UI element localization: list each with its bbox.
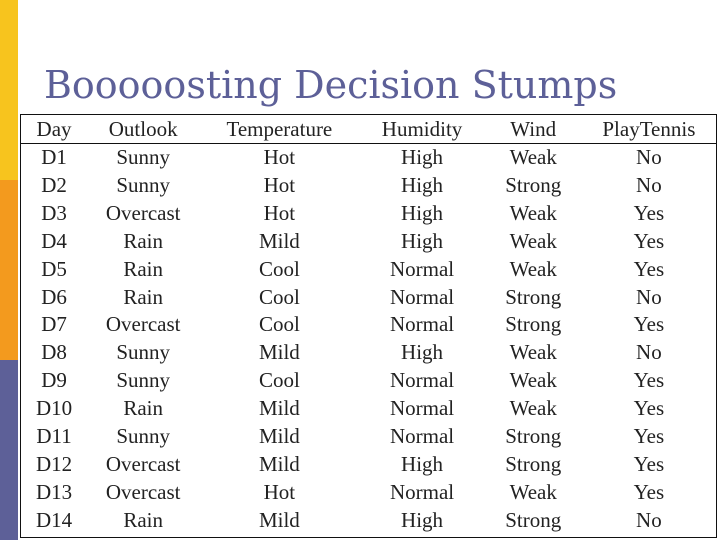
temperature-cell: Hot [263, 479, 296, 504]
table-row [21, 228, 716, 256]
humidity-cell: High [401, 451, 444, 476]
column-header-humidity: Humidity [381, 117, 463, 141]
data-table-frame [20, 114, 717, 538]
table-row [21, 200, 716, 228]
outlook-cell: Sunny [116, 424, 171, 449]
day-cell: D8 [41, 340, 67, 365]
day-cell: D13 [35, 479, 73, 504]
wind-cell: Weak [509, 340, 557, 365]
humidity-cell: Normal [389, 424, 455, 449]
wind-cell: Weak [509, 200, 557, 225]
outlook-cell: Rain [123, 228, 163, 253]
outlook-cell: Overcast [105, 312, 181, 337]
outlook-cell: Overcast [105, 200, 181, 225]
playtennis-cell: Yes [633, 228, 665, 253]
table-row [21, 395, 716, 423]
temperature-cell: Mild [258, 424, 300, 449]
outlook-cell: Rain [123, 284, 163, 309]
table-row [21, 367, 716, 395]
playtennis-cell: Yes [633, 479, 665, 504]
playtennis-cell: No [636, 172, 662, 197]
humidity-cell: Normal [389, 479, 455, 504]
wind-cell: Weak [509, 479, 557, 504]
wind-cell: Weak [509, 396, 557, 421]
column-header-day: Day [36, 117, 72, 141]
temperature-cell: Mild [258, 507, 300, 532]
playtennis-cell: No [636, 284, 662, 309]
play-tennis-table [21, 115, 716, 535]
wind-cell: Strong [505, 507, 562, 532]
playtennis-cell: Yes [633, 424, 665, 449]
table-row [21, 507, 716, 535]
humidity-cell: Normal [389, 396, 455, 421]
day-cell: D5 [41, 256, 67, 281]
accent-bar-middle [0, 180, 18, 360]
table-row [21, 144, 716, 172]
temperature-cell: Mild [258, 340, 300, 365]
playtennis-cell: Yes [633, 396, 665, 421]
accent-bar-top [0, 0, 18, 180]
outlook-cell: Sunny [116, 172, 171, 197]
temperature-cell: Hot [263, 172, 296, 197]
outlook-cell: Rain [123, 256, 163, 281]
slide-title: Booooosting Decision Stumps [44, 63, 618, 107]
playtennis-cell: No [636, 145, 662, 169]
table-row [21, 479, 716, 507]
humidity-cell: High [401, 145, 444, 169]
day-cell: D6 [41, 284, 67, 309]
day-cell: D10 [35, 396, 73, 421]
column-header-outlook: Outlook [108, 117, 178, 141]
playtennis-cell: Yes [633, 312, 665, 337]
wind-cell: Weak [509, 228, 557, 253]
day-cell: D14 [35, 507, 73, 532]
playtennis-cell: Yes [633, 256, 665, 281]
temperature-cell: Cool [258, 256, 300, 281]
outlook-cell: Sunny [116, 340, 171, 365]
temperature-cell: Hot [263, 200, 296, 225]
table-body [21, 144, 716, 535]
wind-cell: Strong [505, 312, 562, 337]
column-header-wind: Wind [510, 117, 557, 141]
humidity-cell: High [401, 228, 444, 253]
playtennis-cell: Yes [633, 368, 665, 393]
wind-cell: Strong [505, 424, 562, 449]
humidity-cell: Normal [389, 368, 455, 393]
outlook-cell: Rain [123, 507, 163, 532]
temperature-cell: Mild [258, 451, 300, 476]
outlook-cell: Rain [123, 396, 163, 421]
column-header-temperature: Temperature [226, 117, 333, 141]
outlook-cell: Overcast [105, 451, 181, 476]
humidity-cell: High [401, 172, 444, 197]
table-row [21, 451, 716, 479]
day-cell: D4 [41, 228, 67, 253]
day-cell: D12 [35, 451, 73, 476]
humidity-cell: Normal [389, 256, 455, 281]
table-row [21, 423, 716, 451]
day-cell: D3 [41, 200, 67, 225]
temperature-cell: Mild [258, 396, 300, 421]
temperature-cell: Cool [258, 284, 300, 309]
outlook-cell: Sunny [116, 145, 171, 169]
humidity-cell: High [401, 507, 444, 532]
wind-cell: Weak [509, 368, 557, 393]
playtennis-cell: No [636, 507, 662, 532]
day-cell: D7 [41, 312, 67, 337]
humidity-cell: Normal [389, 284, 455, 309]
table-row [21, 172, 716, 200]
temperature-cell: Cool [258, 368, 300, 393]
playtennis-cell: Yes [633, 451, 665, 476]
table-row [21, 311, 716, 339]
day-cell: D9 [41, 368, 67, 393]
playtennis-cell: No [636, 340, 662, 365]
wind-cell: Strong [505, 451, 562, 476]
playtennis-cell: Yes [633, 200, 665, 225]
column-header-playtennis: PlayTennis [602, 117, 696, 141]
temperature-cell: Hot [263, 145, 296, 169]
day-cell: D11 [36, 424, 72, 449]
humidity-cell: Normal [389, 312, 455, 337]
wind-cell: Weak [509, 256, 557, 281]
humidity-cell: High [401, 200, 444, 225]
accent-bar-bottom [0, 360, 18, 540]
table-header-row [21, 115, 716, 144]
day-cell: D1 [41, 145, 67, 169]
wind-cell: Strong [505, 284, 562, 309]
outlook-cell: Overcast [105, 479, 181, 504]
table-row [21, 284, 716, 312]
outlook-cell: Sunny [116, 368, 171, 393]
wind-cell: Strong [505, 172, 562, 197]
day-cell: D2 [41, 172, 67, 197]
humidity-cell: High [401, 340, 444, 365]
temperature-cell: Mild [258, 228, 300, 253]
table-row [21, 256, 716, 284]
table-row [21, 339, 716, 367]
temperature-cell: Cool [258, 312, 300, 337]
wind-cell: Weak [509, 145, 557, 169]
